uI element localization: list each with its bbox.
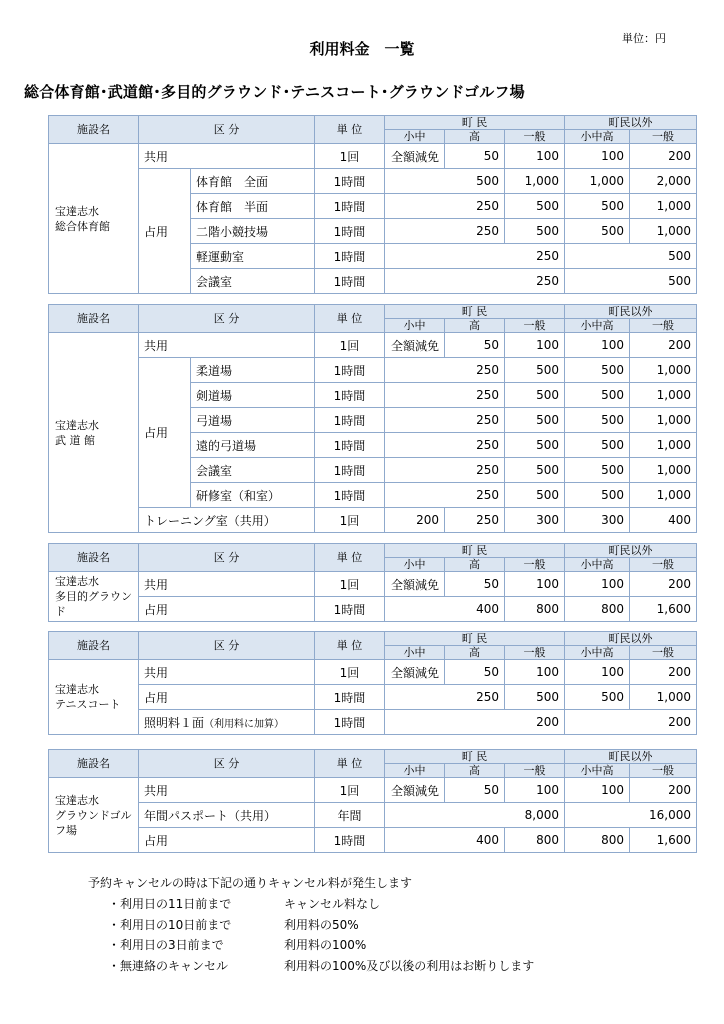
category-label: 占用 bbox=[139, 597, 315, 622]
town-general-fee: 100 bbox=[505, 333, 565, 358]
header-category: 区 分 bbox=[139, 305, 315, 333]
town-general-fee: 800 bbox=[505, 828, 565, 853]
outside-elem-high-fee: 800 bbox=[565, 597, 630, 622]
category-label: トレーニング室（共用） bbox=[139, 508, 315, 533]
outside-general-fee: 400 bbox=[630, 508, 697, 533]
outside-elem-high-fee: 1,000 bbox=[565, 169, 630, 194]
facility-name-line: 総合体育館 bbox=[55, 219, 110, 233]
town-elem-high-fee: 400 bbox=[385, 828, 505, 853]
cancellation-list bbox=[88, 895, 535, 977]
table-row bbox=[49, 508, 697, 533]
cancellation-item bbox=[88, 957, 535, 978]
town-elem-fee: 全額減免 bbox=[385, 333, 445, 358]
header-high: 高 bbox=[445, 319, 505, 333]
unit-cell: 1回 bbox=[315, 660, 385, 685]
header-elem: 小中 bbox=[385, 130, 445, 144]
header-high: 高 bbox=[445, 764, 505, 778]
header-high: 高 bbox=[445, 558, 505, 572]
town-fee: 200 bbox=[385, 710, 565, 735]
town-elem-high-fee: 250 bbox=[385, 383, 505, 408]
header-facility: 施設名 bbox=[49, 544, 139, 572]
outside-elem-high-fee: 500 bbox=[565, 194, 630, 219]
town-general-fee: 500 bbox=[505, 358, 565, 383]
facility-name-line: 武 道 館 bbox=[55, 433, 95, 447]
outside-fee: 500 bbox=[565, 269, 697, 294]
unit-cell: 1時間 bbox=[315, 169, 385, 194]
outside-elem-high-fee: 500 bbox=[565, 433, 630, 458]
header-facility: 施設名 bbox=[49, 632, 139, 660]
sub-facility: 会議室 bbox=[191, 458, 315, 483]
table-row bbox=[49, 685, 697, 710]
category-label: 年間パスポート（共用） bbox=[139, 803, 315, 828]
outside-elem-high-fee: 300 bbox=[565, 508, 630, 533]
header-high: 高 bbox=[445, 646, 505, 660]
header-outside: 町民以外 bbox=[565, 305, 697, 319]
outside-general-fee: 2,000 bbox=[630, 169, 697, 194]
town-elem-high-fee: 500 bbox=[385, 169, 505, 194]
outside-elem-high-fee: 500 bbox=[565, 358, 630, 383]
unit-cell: 1回 bbox=[315, 508, 385, 533]
unit-cell: 1時間 bbox=[315, 597, 385, 622]
header-category: 区 分 bbox=[139, 116, 315, 144]
cancellation-fee: 利用料の100%及び以後の利用はお断りします bbox=[284, 958, 535, 973]
town-general-fee: 500 bbox=[505, 219, 565, 244]
header-elem-high: 小中高 bbox=[565, 764, 630, 778]
outside-general-fee: 1,000 bbox=[630, 458, 697, 483]
sub-facility: 会議室 bbox=[191, 269, 315, 294]
cancellation-when: ・利用日の10日前まで bbox=[108, 917, 232, 932]
header-unit: 単 位 bbox=[315, 116, 385, 144]
sub-facility: 体育館 半面 bbox=[191, 194, 315, 219]
outside-elem-high-fee: 500 bbox=[565, 219, 630, 244]
outside-general-fee: 1,000 bbox=[630, 685, 697, 710]
unit-cell: 1時間 bbox=[315, 194, 385, 219]
header-general: 一般 bbox=[505, 764, 565, 778]
occupancy-group: 占用 bbox=[139, 169, 191, 294]
outside-elem-high-fee: 500 bbox=[565, 408, 630, 433]
occupancy-group: 占用 bbox=[139, 358, 191, 508]
outside-general-fee: 200 bbox=[630, 660, 697, 685]
town-general-fee: 500 bbox=[505, 408, 565, 433]
cancellation-item bbox=[88, 936, 412, 957]
header-general: 一般 bbox=[505, 319, 565, 333]
category-label: 共用 bbox=[139, 144, 315, 169]
facility-name-line: 宝達志水 bbox=[55, 575, 99, 588]
facility-name bbox=[49, 660, 139, 735]
town-elem-fee: 全額減免 bbox=[385, 572, 445, 597]
outside-general-fee: 1,000 bbox=[630, 483, 697, 508]
town-high-fee: 250 bbox=[445, 508, 505, 533]
town-general-fee: 800 bbox=[505, 597, 565, 622]
table-row bbox=[49, 597, 697, 622]
town-elem-high-fee: 250 bbox=[385, 483, 505, 508]
town-elem-high-fee: 250 bbox=[385, 408, 505, 433]
outside-elem-high-fee: 500 bbox=[565, 458, 630, 483]
header-outside: 町民以外 bbox=[565, 116, 697, 130]
sub-facility: 遠的弓道場 bbox=[191, 433, 315, 458]
category-label: 共用 bbox=[139, 778, 315, 803]
table-row bbox=[49, 333, 697, 358]
header-unit: 単 位 bbox=[315, 544, 385, 572]
facility-name bbox=[49, 144, 139, 294]
unit-cell: 1時間 bbox=[315, 408, 385, 433]
category-label: 占用 bbox=[139, 685, 315, 710]
header-town: 町 民 bbox=[385, 750, 565, 764]
unit-cell: 1時間 bbox=[315, 244, 385, 269]
unit-cell: 1時間 bbox=[315, 710, 385, 735]
town-general-fee: 500 bbox=[505, 194, 565, 219]
town-high-fee: 50 bbox=[445, 660, 505, 685]
header-elem-high: 小中高 bbox=[565, 558, 630, 572]
town-elem-fee: 全額減免 bbox=[385, 778, 445, 803]
outside-elem-high-fee: 100 bbox=[565, 333, 630, 358]
sub-facility: 体育館 全面 bbox=[191, 169, 315, 194]
category-label: 占用 bbox=[139, 828, 315, 853]
category-label: 共用 bbox=[139, 333, 315, 358]
town-elem-high-fee: 400 bbox=[385, 597, 505, 622]
town-elem-fee: 全額減免 bbox=[385, 144, 445, 169]
cancellation-when: ・利用日の11日前まで bbox=[108, 897, 232, 911]
header-high: 高 bbox=[445, 130, 505, 144]
table-row bbox=[49, 169, 697, 194]
outside-fee: 200 bbox=[565, 710, 697, 735]
town-general-fee: 100 bbox=[505, 778, 565, 803]
header-general2: 一般 bbox=[630, 319, 697, 333]
town-general-fee: 300 bbox=[505, 508, 565, 533]
facility-name-line: 宝達志水 bbox=[55, 204, 99, 218]
header-unit: 単 位 bbox=[315, 750, 385, 778]
town-elem-fee: 全額減免 bbox=[385, 660, 445, 685]
cancellation-when: ・無連絡のキャンセル bbox=[108, 958, 229, 973]
sub-facility: 軽運動室 bbox=[191, 244, 315, 269]
header-general: 一般 bbox=[505, 130, 565, 144]
town-high-fee: 50 bbox=[445, 144, 505, 169]
town-general-fee: 500 bbox=[505, 483, 565, 508]
category-label: 共用 bbox=[139, 572, 315, 597]
header-outside: 町民以外 bbox=[565, 632, 697, 646]
unit-cell: 1回 bbox=[315, 778, 385, 803]
outside-general-fee: 1,000 bbox=[630, 358, 697, 383]
table-row bbox=[49, 803, 697, 828]
outside-general-fee: 1,600 bbox=[630, 597, 697, 622]
header-general2: 一般 bbox=[630, 130, 697, 144]
fee-table bbox=[48, 115, 697, 294]
table-row bbox=[49, 572, 697, 597]
unit-cell: 1時間 bbox=[315, 219, 385, 244]
town-general-fee: 100 bbox=[505, 660, 565, 685]
town-high-fee: 50 bbox=[445, 333, 505, 358]
header-town: 町 民 bbox=[385, 116, 565, 130]
town-elem-high-fee: 250 bbox=[385, 219, 505, 244]
outside-general-fee: 1,000 bbox=[630, 408, 697, 433]
town-general-fee: 100 bbox=[505, 144, 565, 169]
town-general-fee: 500 bbox=[505, 433, 565, 458]
table-row bbox=[49, 710, 697, 735]
outside-general-fee: 1,000 bbox=[630, 383, 697, 408]
cancellation-item bbox=[88, 895, 412, 916]
town-high-fee: 50 bbox=[445, 778, 505, 803]
outside-elem-high-fee: 500 bbox=[565, 383, 630, 408]
unit-note: 単位：円 bbox=[622, 32, 666, 45]
outside-general-fee: 200 bbox=[630, 572, 697, 597]
town-elem-high-fee: 250 bbox=[385, 433, 505, 458]
town-high-fee: 50 bbox=[445, 572, 505, 597]
table-row bbox=[49, 778, 697, 803]
header-general: 一般 bbox=[505, 646, 565, 660]
town-elem-high-fee: 250 bbox=[385, 358, 505, 383]
header-town: 町 民 bbox=[385, 632, 565, 646]
category-label-note: （利用料に加算） bbox=[204, 718, 285, 730]
cancellation-intro: 予約キャンセルの時は下記の通りキャンセル料が発生します bbox=[88, 876, 413, 890]
table-row bbox=[49, 358, 697, 383]
cancellation-notes bbox=[88, 874, 535, 977]
table-row bbox=[49, 144, 697, 169]
table-row bbox=[49, 828, 697, 853]
town-general-fee: 1,000 bbox=[505, 169, 565, 194]
header-elem-high: 小中高 bbox=[565, 319, 630, 333]
sub-facility: 研修室（和室） bbox=[191, 483, 315, 508]
fee-table bbox=[48, 749, 697, 853]
town-fee: 250 bbox=[385, 269, 565, 294]
unit-cell: 1時間 bbox=[315, 685, 385, 710]
category-label bbox=[139, 710, 315, 735]
category-label-main: 照明料１面 bbox=[144, 715, 205, 730]
outside-elem-high-fee: 500 bbox=[565, 685, 630, 710]
header-facility: 施設名 bbox=[49, 750, 139, 778]
fee-table bbox=[48, 543, 697, 622]
facility-name bbox=[49, 572, 139, 622]
sub-facility: 二階小競技場 bbox=[191, 219, 315, 244]
outside-elem-high-fee: 100 bbox=[565, 144, 630, 169]
section-heading: 総合体育館･武道館･多目的グラウンド･テニスコート･グラウンドゴルフ場 bbox=[24, 83, 525, 101]
table-row bbox=[49, 660, 697, 685]
town-elem-high-fee: 250 bbox=[385, 458, 505, 483]
header-category: 区 分 bbox=[139, 750, 315, 778]
town-general-fee: 100 bbox=[505, 572, 565, 597]
unit-cell: 1時間 bbox=[315, 383, 385, 408]
sub-facility: 剣道場 bbox=[191, 383, 315, 408]
outside-general-fee: 1,600 bbox=[630, 828, 697, 853]
facility-name-line: テニスコート bbox=[55, 698, 121, 711]
town-general-fee: 500 bbox=[505, 685, 565, 710]
unit-cell: 1時間 bbox=[315, 358, 385, 383]
header-category: 区 分 bbox=[139, 632, 315, 660]
header-elem-high: 小中高 bbox=[565, 646, 630, 660]
header-facility: 施設名 bbox=[49, 116, 139, 144]
header-general: 一般 bbox=[505, 558, 565, 572]
facility-name-line: 宝達志水 bbox=[55, 418, 99, 432]
outside-elem-high-fee: 100 bbox=[565, 778, 630, 803]
cancellation-item bbox=[88, 916, 412, 937]
header-outside: 町民以外 bbox=[565, 750, 697, 764]
town-fee: 8,000 bbox=[385, 803, 565, 828]
outside-elem-high-fee: 800 bbox=[565, 828, 630, 853]
header-town: 町 民 bbox=[385, 544, 565, 558]
facility-name-line: 宝達志水 bbox=[55, 683, 99, 696]
unit-cell: 1時間 bbox=[315, 433, 385, 458]
outside-elem-high-fee: 500 bbox=[565, 483, 630, 508]
fee-table bbox=[48, 304, 697, 533]
unit-cell: 年間 bbox=[315, 803, 385, 828]
unit-cell: 1回 bbox=[315, 333, 385, 358]
fee-table bbox=[48, 631, 697, 735]
outside-elem-high-fee: 100 bbox=[565, 572, 630, 597]
outside-general-fee: 1,000 bbox=[630, 219, 697, 244]
town-elem-high-fee: 250 bbox=[385, 194, 505, 219]
header-category: 区 分 bbox=[139, 544, 315, 572]
header-general2: 一般 bbox=[630, 558, 697, 572]
header-elem-high: 小中高 bbox=[565, 130, 630, 144]
facility-name bbox=[49, 333, 139, 533]
town-elem-fee: 200 bbox=[385, 508, 445, 533]
facility-name bbox=[49, 778, 139, 853]
outside-general-fee: 1,000 bbox=[630, 433, 697, 458]
header-unit: 単 位 bbox=[315, 305, 385, 333]
unit-cell: 1時間 bbox=[315, 269, 385, 294]
facility-name-line: 宝達志水 bbox=[55, 793, 99, 807]
header-elem: 小中 bbox=[385, 558, 445, 572]
cancellation-fee: 利用料の50% bbox=[284, 917, 359, 932]
header-general2: 一般 bbox=[630, 764, 697, 778]
outside-elem-high-fee: 100 bbox=[565, 660, 630, 685]
unit-cell: 1時間 bbox=[315, 458, 385, 483]
town-general-fee: 500 bbox=[505, 458, 565, 483]
cancellation-fee: 利用料の100% bbox=[284, 938, 367, 952]
facility-name-line: 多目的グラウンド bbox=[55, 590, 132, 618]
unit-cell: 1時間 bbox=[315, 483, 385, 508]
outside-general-fee: 200 bbox=[630, 778, 697, 803]
header-outside: 町民以外 bbox=[565, 544, 697, 558]
outside-fee: 500 bbox=[565, 244, 697, 269]
outside-general-fee: 200 bbox=[630, 144, 697, 169]
unit-cell: 1回 bbox=[315, 144, 385, 169]
header-elem: 小中 bbox=[385, 764, 445, 778]
header-town: 町 民 bbox=[385, 305, 565, 319]
facility-name-line: グラウンドゴルフ場 bbox=[55, 808, 132, 837]
page-title: 利用料金 一覧 bbox=[309, 40, 415, 58]
header-elem: 小中 bbox=[385, 319, 445, 333]
cancellation-fee: キャンセル料なし bbox=[284, 897, 381, 911]
header-unit: 単 位 bbox=[315, 632, 385, 660]
header-elem: 小中 bbox=[385, 646, 445, 660]
outside-general-fee: 200 bbox=[630, 333, 697, 358]
cancellation-when: ・利用日の3日前まで bbox=[108, 938, 224, 952]
town-general-fee: 500 bbox=[505, 383, 565, 408]
town-fee: 250 bbox=[385, 244, 565, 269]
header-general2: 一般 bbox=[630, 646, 697, 660]
unit-cell: 1時間 bbox=[315, 828, 385, 853]
category-label: 共用 bbox=[139, 660, 315, 685]
outside-general-fee: 1,000 bbox=[630, 194, 697, 219]
header-facility: 施設名 bbox=[49, 305, 139, 333]
unit-cell: 1回 bbox=[315, 572, 385, 597]
town-elem-high-fee: 250 bbox=[385, 685, 505, 710]
sub-facility: 柔道場 bbox=[191, 358, 315, 383]
outside-fee: 16,000 bbox=[565, 803, 697, 828]
sub-facility: 弓道場 bbox=[191, 408, 315, 433]
